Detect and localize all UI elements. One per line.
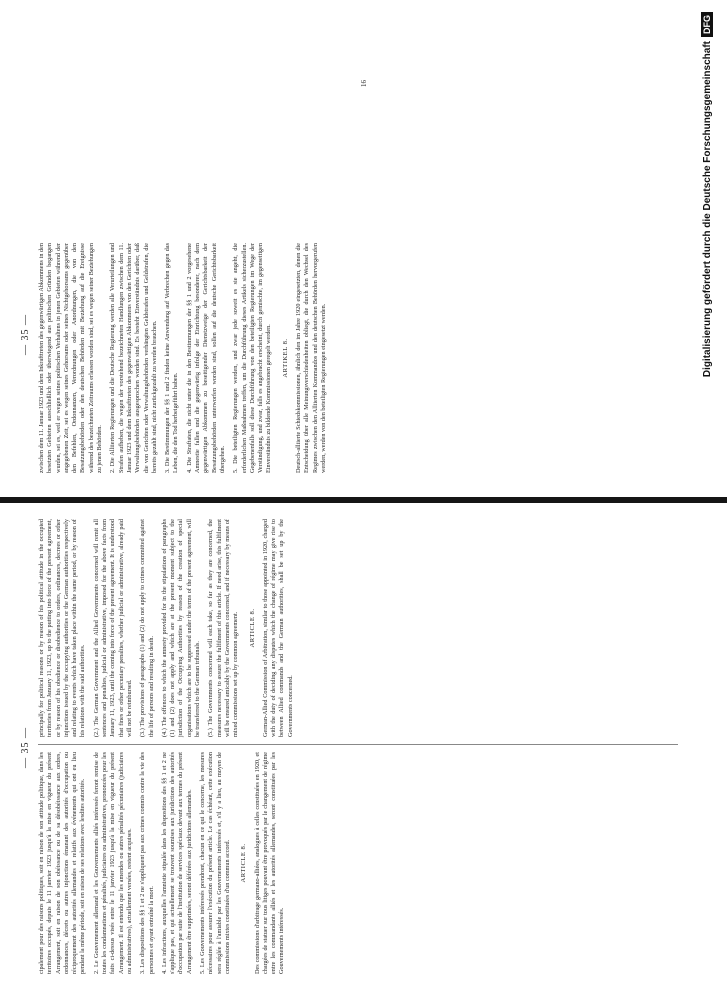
article-heading: ARTICLE 8. <box>240 843 248 883</box>
paragraph: (5.) The Governments concerned will each take, so far as they are concerned, the measures necessary to assure the fulfilment of this article. If need arise, this fulfilment will be ensured amicably by the Governments concerned, and if necessary by means of mixed commissions set up by common agreement. <box>207 519 240 737</box>
paragraph: 4. Les infractions, auxquelles l'amnistie stipulée dans les dispositions des §§ 1 et 2 ne s'applique pas, et qui actuellement se trouvent soumises aux juridictions des autorités d'occupation par suite de l'institution de services spéciaux devant aux termes du présent Arrangement être supprimées, seront déférées aux juridictions allemandes. <box>160 752 193 974</box>
article-heading: ARTICLE 8. <box>248 608 256 648</box>
article-heading: ARTIKEL 8. <box>281 338 289 378</box>
paragraph: (4.) The offences to which the amnesty provided for in the stipulations of paragraphs (1) and (2) does not apply and which are at the present moment subject to the jurisdiction of the Occupying Authorities by reason of the creation of special organisations which are to be suppressed under the terms of the present agreement, will be transferred to the German tribunals. <box>160 519 202 737</box>
paragraph: Des commissions d'arbitrage germano-alliées, analogues à celles constituées en 1920, et chargées de statuer sur tous litiges pouvant être provoqués par le changement de régime entre les commandants alliés et les autorités allemandes, seront constituées par les Gouvernements intéressés. <box>253 752 286 974</box>
credit-text: Digitalisierung gefördert durch die Deutsche Forschungsgemeinschaft <box>702 41 713 378</box>
paragraph: cipalement pour des raisons politiques, soit en raison de son attitude politique, dans les territoires occupés, depuis le 11 janvier 1923 jusqu'à la mise en vigueur du présent Arrangement, soit en raison de son obéissance ou de sa désobéissance aux ordres, ordonnances, décrets ou autres injonctions émanant des autorités d'occupation ou réciproquement des autorités allemandes et relatifs aux événements qui ont eu lieu pendant la même période, soit en raison de ses relations avec lesdites autorités. <box>38 752 87 974</box>
paragraph: zwischen dem 11. Januar 1923 und dem Inkrafttreten des gegenwärtigen Abkommens in den besetzten Gebieten ausschließlich oder überwiegend aus politischen Gründen begangen wurden, sei es, weil er wegen seines politischen Verhaltens in jenen Gebieten während der angegebenen Zeit, sei es wegen seines Gehorsams oder seines Nichtgehorsams gegenüber den Befehlen, Ordonnanzen, Verordnungen oder Anordnungen, die von den Besatzungsbehörden oder den deutschen Behörden mit Beziehung auf die Ereignisse während des bezeichneten Zeitraums erlassen worden sind, sei es wegen seiner Beziehungen zu jenen Behörden. <box>38 243 104 473</box>
digitization-credit <box>701 12 713 377</box>
paragraph: 5. Les Gouvernements intéressés prendront, chacun en ce qui le concerne, les mesures nécessaires pour assurer l'exécution du présent article. Le cas échéant, cette exécution sera réglée à l'amiable par les Gouvernements intéressés et, s'il y a lieu, au moyen de commissions mixtes constituées d'un commun accord. <box>199 752 231 974</box>
left-page <box>0 505 727 1000</box>
paragraph: Deutsch-alliierte Schiedskommissionen, ähnlich den im Jahre 1920 eingesetzten, denen die Entscheidung über alle Meinungsverschiedenheiten obliegt, die durch den Wechsel des Regimes zwischen den Alliierten Kommandos und den deutschen Behörden hervorgerufen werden, werden von den beteiligten Regierungen eingesetzt werden. <box>295 243 327 473</box>
paragraph: (3.) The provisions of paragraphs (1) and (2) do not apply to crimes committed against the life of persons and resulting in death. <box>139 519 155 737</box>
folio-number: 16 <box>360 80 368 87</box>
paragraph: 3. Die Bestimmungen der §§ 1 und 2 finden keine Anwendung auf Verbrechen gegen das Leben, die den Tod herbeigeführt haben. <box>164 243 180 473</box>
french-column <box>38 752 292 974</box>
paragraph: German-Allied Commission of Arbitration, similar to those appointed in 1920, charged with the duty of deciding any disputes which the change of régime may give rise to between Allied commands and the German authorities, shall be set up by the Governments concerned. <box>261 519 294 737</box>
page-number: — 35 — <box>20 314 31 355</box>
paragraph: principally for political reasons or by reason of his political attitude in the occupied territories from January 11, 1923, up to the putting into force of the present agreement, or by reason of his obedience or disobedience to orders, ordinances, decrees or other injunctions issued by the occupying authorities or the German authorities respectively and relating to events which have taken place within the same period, or by reason of his relations with the said authorities. <box>38 519 87 737</box>
english-column <box>38 519 300 737</box>
dfg-logo: DFG <box>701 12 713 37</box>
paragraph: (2.) The German Government and the Allied Governments concerned will remit all sentences and penalties, judicial or administrative, imposed for the above facts from January 11, 1923, until the coming into force of the present agreement. It is understood that fines or other pecuniary penalties, whether judicial or administrative, already paid will not be reimbursed. <box>92 519 133 737</box>
paragraph: 2. Le Gouvernement allemand et les Gouvernements alliés intéressés feront remise de toutes les condamnations et pénalités, judiciaires ou administratives, prononcées pour les faits ci-dessus visés entre le 11 janvier 1923 jusqu'à la mise en vigueur du présent Arrangement. Il est entendu que les amendes ou autres pénalités pécuniaires (judiciaires ou administratives), actuellement versées, restent acquises. <box>92 752 133 974</box>
german-column <box>38 243 333 473</box>
book-gutter <box>0 497 727 503</box>
paragraph: 5. Die beteiligten Regierungen werden, und zwar jede soweit es sie angeht, die erforderlichen Maßnahmen treffen, um die Durchführung dieses Artikels sicherzustellen. Gegebenenfalls soll diese Durchführung von den beteiligten Regierungen im Wege der Verständigung, und zwar, falls es angebracht erscheint, durch gemischte, im gegenseitigen Einverständnis zu bildende Kommissionen geregelt werden. <box>232 243 273 473</box>
paragraph: 4. Die Straftaten, die nicht unter die in den Bestimmungen der §§ 1 und 2 vorgesehene Amnestie fallen und die gegenwärtig infolge der Einrichtung besonderer, nach dem gegenwärtigen Abkommen zu beseitigender Dienstzweige der Gerichtsbarkeit der Besatzungsbehörden unterworfen worden sind, sollen auf die deutsche Gerichtsbarkeit übergehen. <box>185 243 226 473</box>
page-number: — 35 — <box>20 727 31 768</box>
right-page <box>0 0 727 495</box>
column-divider <box>38 744 678 745</box>
paragraph: 3. Les dispositions des §§ 1 et 2 ne s'appliquent pas aux crimes commis contre la vie des personnes et ayant entraîné la mort. <box>139 752 155 974</box>
paragraph: 2. Die Alliierten Regierungen und die Deutsche Regierung werden alle Verurteilungen und Strafen aufheben, die wegen der vorstehend bezeichneten Handlungen zwischen dem 11. Januar 1923 und dem Inkrafttreten des gegenwärtigen Abkommens von den Gerichten oder Verwaltungsbehörden ausgesprochen worden sind. Es besteht Einverständnis darüber, daß die von Gerichten oder Verwaltungsbehörden verhängten Geldstrafen und Geldstrafen, die bereits gezahlt sind, nicht zurückgezahlt zu werden brauchen. <box>109 243 158 473</box>
